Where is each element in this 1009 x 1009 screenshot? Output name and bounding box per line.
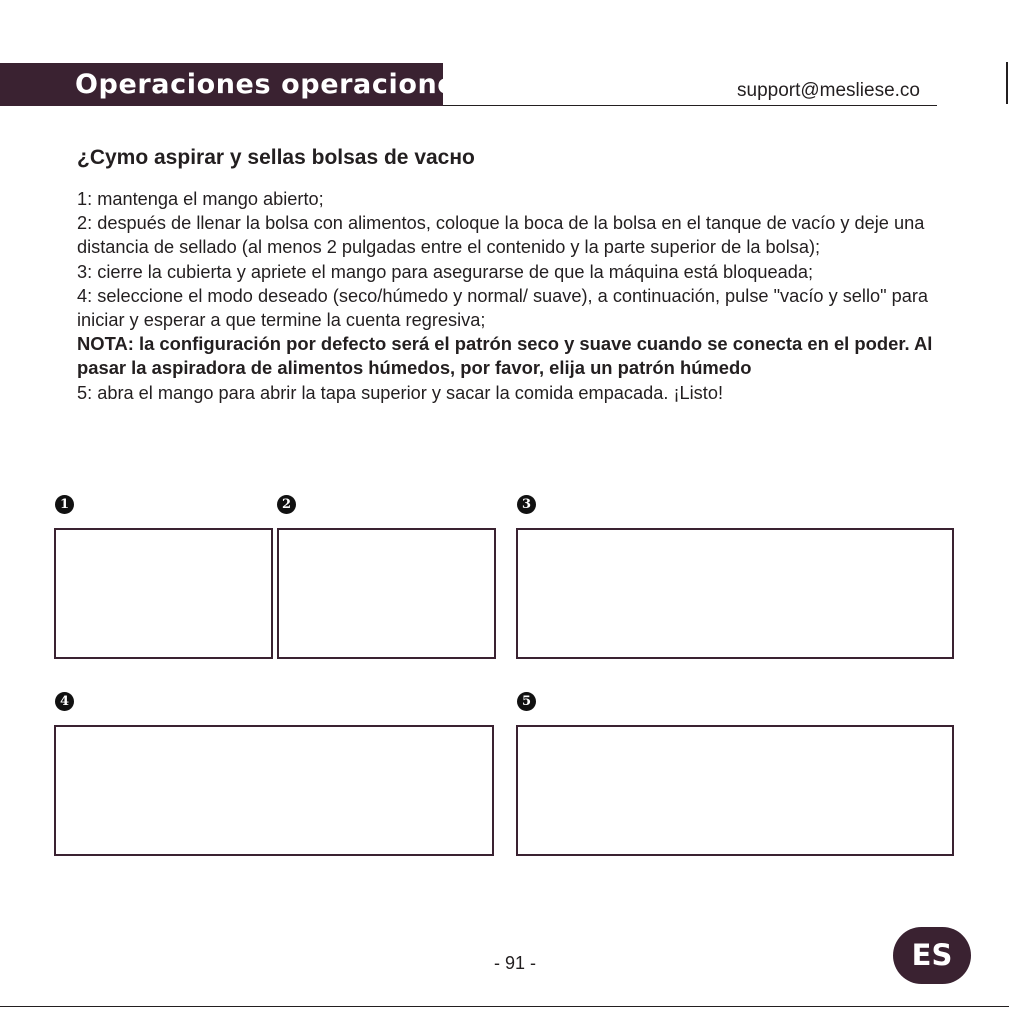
step-5: 5: abra el mango para abrir la tapa superior y sacar la comida empacada. ¡Listo! [77, 382, 723, 403]
figure-badge-1: 1 [55, 495, 74, 514]
figure-frame-2 [277, 528, 496, 659]
figure-frame-1 [54, 528, 273, 659]
page-number: - 91 - [493, 953, 536, 973]
figure-frame-5 [516, 725, 954, 856]
figure-badge-5: 5 [517, 692, 536, 711]
page-edge-mark [1006, 62, 1008, 104]
step-2: 2: después de llenar la bolsa con alimentos, coloque la boca de la bolsa en el tanque de vacío y deje una distancia de sellado (al menos 2 pulgadas entre el contenido y la parte superior de la bolsa); [77, 213, 925, 258]
support-email: support@mesliese.co [737, 80, 920, 101]
language-badge: ES [893, 927, 971, 984]
note: NOTA: la configuración por defecto será el patrón seco y suave cuando se conecta en el poder. Al pasar la aspiradora de alimentos húmedos, por favor, elija un patrón húmedo [77, 333, 933, 379]
figure-frame-4 [54, 725, 494, 856]
bottom-divider [0, 1006, 1009, 1007]
section-title: ¿Cymo aspirar y sellas bolsas de vacнo [77, 146, 475, 169]
header-divider [443, 105, 937, 106]
figure-badge-3: 3 [517, 495, 536, 514]
figure-badge-2: 2 [277, 495, 296, 514]
step-1: 1: mantenga el mango abierto; [77, 189, 324, 209]
figure-badge-4: 4 [55, 692, 74, 711]
step-3: 3: cierre la cubierta y apriete el mango para asegurarse de que la máquina está bloqueada; [77, 261, 814, 282]
instructions [77, 187, 967, 405]
page-title: Operaciones operaciones [75, 69, 473, 100]
figure-frame-3 [516, 528, 954, 659]
step-4: 4: seleccione el modo deseado (seco/húmedo y normal/ suave), a continuación, pulse "vacío y sello" para iniciar y esperar a que termine la cuenta regresiva; [77, 285, 929, 331]
